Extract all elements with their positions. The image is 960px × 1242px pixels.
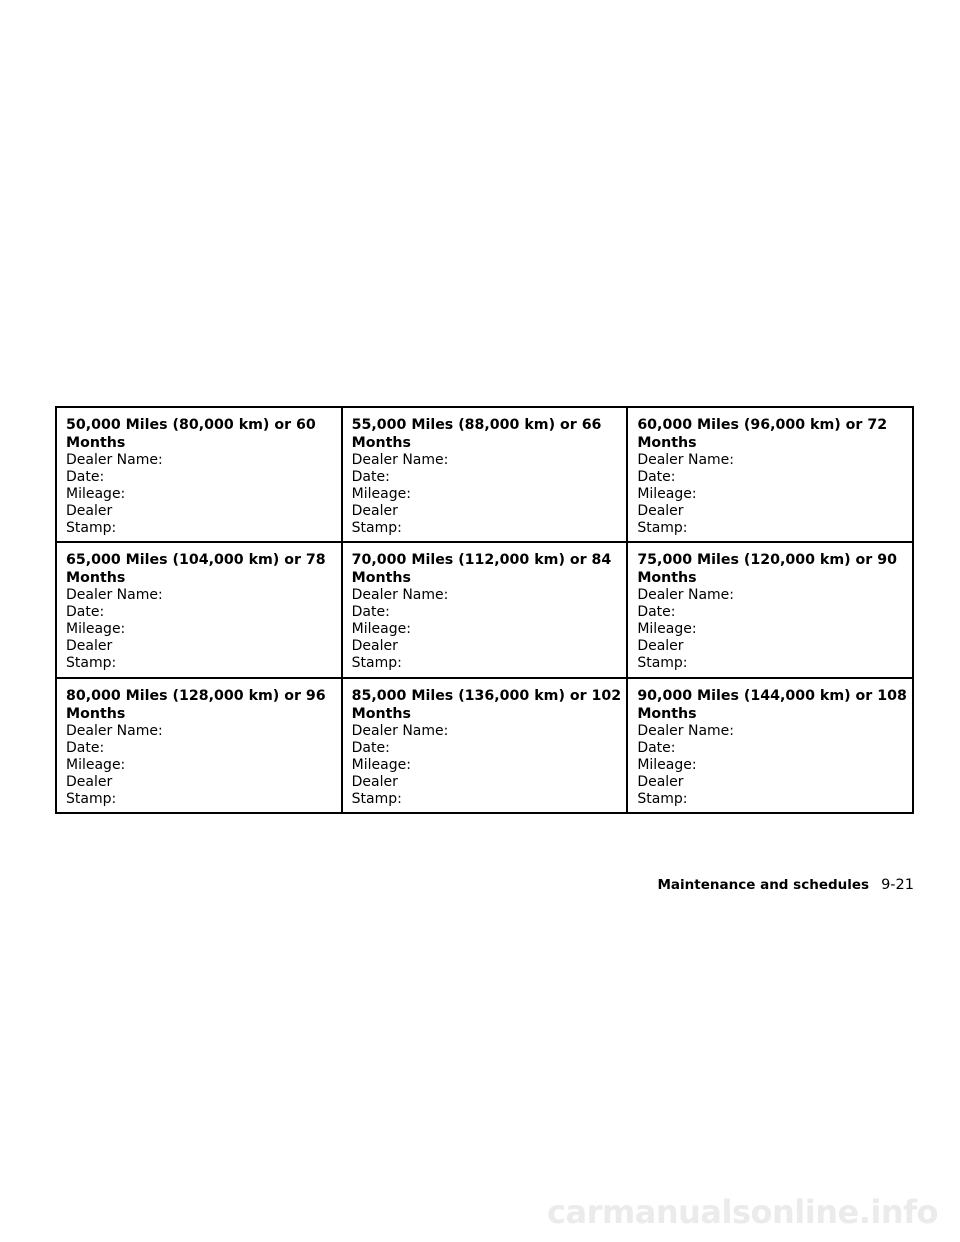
page-number: 9-21 — [881, 877, 914, 893]
maintenance-record-cell — [342, 542, 628, 677]
field-label: Dealer Name: — [351, 452, 449, 468]
field-label: Date: — [351, 739, 390, 756]
field-label: Date: — [351, 469, 390, 485]
field-label: Dealer Name: — [637, 452, 735, 468]
table-row — [56, 542, 913, 677]
field-label: Stamp: — [66, 520, 117, 536]
field-label: Stamp: — [351, 655, 402, 672]
field-label: Mileage: — [637, 486, 697, 502]
field-label: Mileage: — [351, 756, 411, 773]
interval-title — [66, 416, 333, 452]
field-label: Dealer Name: — [637, 722, 735, 739]
field-label: Mileage: — [637, 621, 697, 638]
interval-title-line: Months — [637, 570, 697, 587]
field-label: Date: — [351, 604, 390, 621]
table-row — [56, 678, 913, 813]
interval-title-line: 50,000 Miles (80,000 km) or 60 — [66, 417, 316, 433]
field-label: Mileage: — [351, 621, 411, 638]
interval-title-line: 70,000 Miles (112,000 km) or 84 — [351, 552, 612, 569]
field-label: Dealer — [351, 773, 398, 790]
interval-title — [351, 687, 622, 723]
table-row — [56, 407, 913, 542]
maintenance-record-cell — [342, 678, 628, 813]
footer-section-title: Maintenance and schedules — [657, 877, 870, 893]
field-label: Dealer — [66, 773, 113, 790]
interval-title — [637, 687, 907, 723]
interval-title — [637, 416, 904, 452]
field-label: Stamp: — [351, 520, 402, 536]
field-label: Mileage: — [66, 621, 126, 638]
maintenance-record-cell — [627, 407, 913, 542]
interval-title-line: Months — [66, 705, 126, 722]
field-label: Mileage: — [66, 756, 126, 773]
interval-title-line: Months — [351, 705, 411, 722]
interval-title-line: 55,000 Miles (88,000 km) or 66 — [351, 417, 602, 433]
interval-title-line: 80,000 Miles (128,000 km) or 96 — [66, 687, 326, 704]
interval-title — [637, 551, 904, 587]
field-label: Dealer Name: — [66, 722, 163, 739]
interval-title-line: 75,000 Miles (120,000 km) or 90 — [637, 552, 897, 569]
field-label: Dealer Name: — [351, 722, 449, 739]
interval-title-line: Months — [66, 570, 126, 587]
field-label: Stamp: — [637, 655, 688, 672]
field-label: Date: — [66, 604, 105, 621]
page-footer — [658, 877, 915, 893]
field-label: Mileage: — [351, 486, 411, 502]
interval-title — [66, 551, 333, 587]
interval-title-line: 60,000 Miles (96,000 km) or 72 — [637, 417, 888, 433]
field-label: Dealer — [637, 503, 684, 519]
field-label: Stamp: — [66, 655, 117, 672]
field-label: Stamp: — [66, 790, 117, 807]
field-label: Dealer — [637, 773, 684, 790]
field-label: Dealer — [351, 503, 398, 519]
field-label: Dealer Name: — [66, 587, 163, 604]
field-label: Dealer — [66, 638, 113, 655]
interval-title-line: 65,000 Miles (104,000 km) or 78 — [66, 552, 326, 569]
field-label: Date: — [637, 469, 676, 485]
field-label: Dealer — [637, 638, 684, 655]
interval-title-line: Months — [637, 435, 697, 451]
field-label: Dealer Name: — [66, 452, 163, 468]
field-label: Date: — [66, 739, 105, 756]
maintenance-record-cell — [627, 542, 913, 677]
field-label: Date: — [637, 604, 676, 621]
maintenance-record-cell — [56, 407, 342, 542]
maintenance-record-table — [55, 406, 914, 814]
field-label: Mileage: — [66, 486, 126, 502]
field-label: Dealer Name: — [351, 587, 449, 604]
field-label: Date: — [66, 469, 105, 485]
interval-title — [66, 687, 333, 723]
interval-title-line: 85,000 Miles (136,000 km) or 102 — [351, 687, 622, 704]
maintenance-record-cell — [56, 542, 342, 677]
interval-title — [352, 551, 619, 587]
field-label: Stamp: — [637, 790, 688, 807]
field-label: Dealer Name: — [637, 587, 735, 604]
field-label: Dealer — [66, 503, 113, 519]
field-label: Stamp: — [637, 520, 688, 536]
watermark: carmanualsonline.info — [547, 1193, 938, 1231]
interval-title — [352, 416, 619, 452]
interval-title-line: Months — [351, 570, 411, 587]
field-label: Stamp: — [351, 790, 402, 807]
maintenance-record-cell — [627, 678, 913, 813]
field-label: Dealer — [351, 638, 398, 655]
field-label: Date: — [637, 739, 676, 756]
maintenance-record-cell — [56, 678, 342, 813]
interval-title-line: Months — [66, 435, 126, 451]
interval-title-line: 90,000 Miles (144,000 km) or 108 — [637, 687, 907, 704]
interval-title-line: Months — [351, 435, 411, 451]
maintenance-record-cell — [342, 407, 628, 542]
interval-title-line: Months — [637, 705, 697, 722]
field-label: Mileage: — [637, 756, 697, 773]
